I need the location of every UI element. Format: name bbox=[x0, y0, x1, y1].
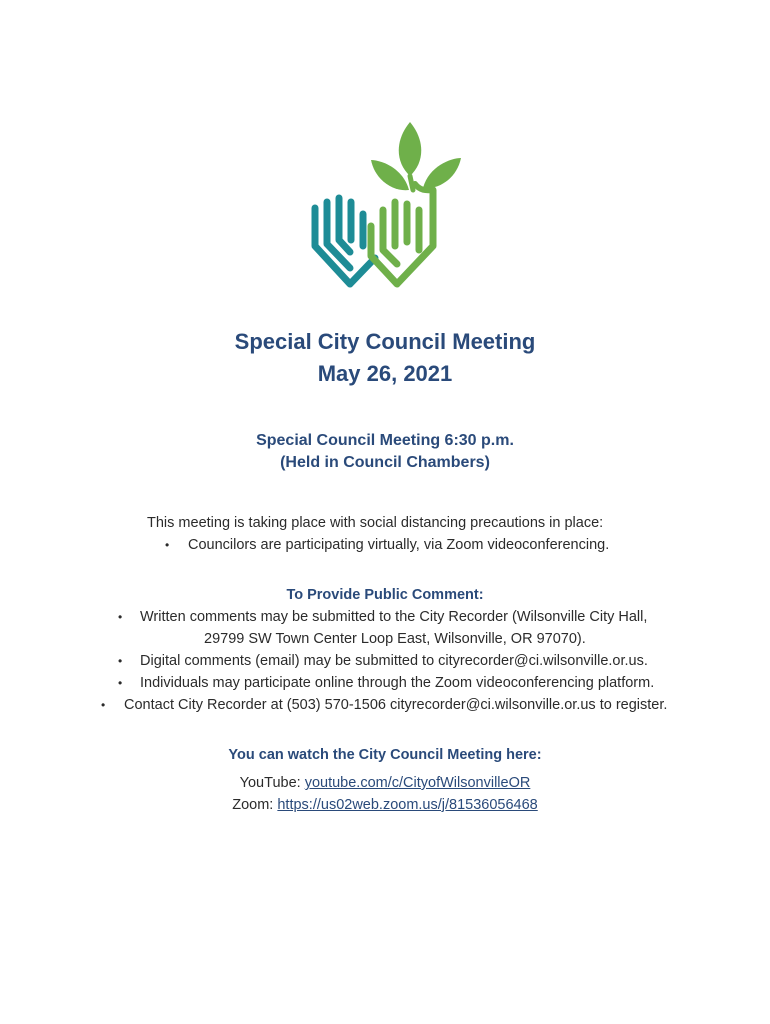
bullet-icon: • bbox=[118, 676, 123, 690]
comment-item-written: Written comments may be submitted to the City Recorder (Wilsonville City Hall, bbox=[140, 609, 648, 625]
meeting-title-block bbox=[0, 326, 770, 390]
bullet-icon: • bbox=[118, 654, 123, 668]
city-of-wilsonville-logo-icon bbox=[305, 118, 465, 294]
bullet-icon: • bbox=[118, 610, 123, 624]
meeting-title: Special City Council Meeting bbox=[234, 329, 536, 354]
session-time: Special Council Meeting 6:30 p.m. bbox=[256, 432, 514, 449]
comment-item-online: Individuals may participate online through the Zoom videoconferencing platform. bbox=[140, 675, 655, 691]
comment-item-digital: Digital comments (email) may be submitted to cityrecorder@ci.wilsonville.or.us. bbox=[140, 653, 648, 669]
bullet-icon: • bbox=[165, 538, 170, 552]
session-location: (Held in Council Chambers) bbox=[280, 454, 490, 471]
comment-item-contact: Contact City Recorder at (503) 570-1506 cityrecorder@ci.wilsonville.or.us to register. bbox=[124, 697, 668, 713]
youtube-label: YouTube: bbox=[239, 775, 305, 791]
zoom-link[interactable]: https://us02web.zoom.us/j/81536056468 bbox=[277, 797, 538, 813]
bullet-icon: • bbox=[101, 698, 106, 712]
watch-heading: You can watch the City Council Meeting here: bbox=[228, 747, 542, 763]
public-comment-heading: To Provide Public Comment: bbox=[286, 587, 484, 603]
comment-item-written-address: 29799 SW Town Center Loop East, Wilsonville, OR 97070). bbox=[204, 631, 586, 647]
zoom-label: Zoom: bbox=[232, 797, 278, 813]
intro-text: This meeting is taking place with social distancing precautions in place: bbox=[147, 515, 604, 531]
youtube-line bbox=[0, 772, 770, 794]
zoom-line bbox=[0, 794, 770, 816]
youtube-link[interactable]: youtube.com/c/CityofWilsonvilleOR bbox=[304, 775, 531, 791]
session-info bbox=[0, 430, 770, 474]
intro-bullet: Councilors are participating virtually, via Zoom videoconferencing. bbox=[188, 537, 610, 553]
meeting-date: May 26, 2021 bbox=[317, 361, 453, 386]
